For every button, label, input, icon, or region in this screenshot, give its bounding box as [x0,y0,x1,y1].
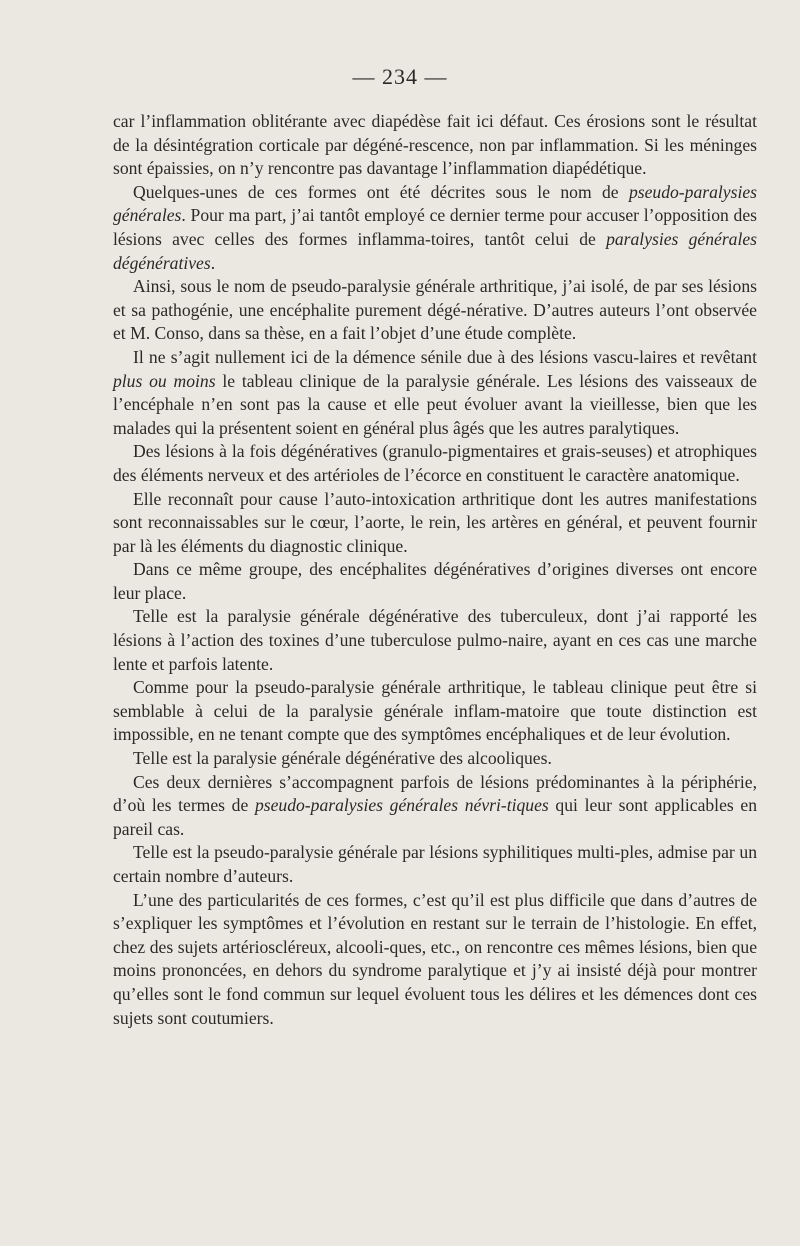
text-run: Telle est la pseudo-paralysie générale par lésions syphilitiques multi-ples, admise par un certain nombre d’auteurs. [113,842,757,886]
paragraph [113,110,757,181]
text-run: Telle est la paralysie générale dégénérative des alcooliques. [133,748,552,769]
text-run: Quelques-unes de ces formes ont été décrites sous le nom de [133,181,629,202]
text-run: car l’inflammation oblitérante avec diapédèse fait ici défaut. Ces érosions sont le résultat de la désintégration corticale par dégéné-rescence, non par inflammation. Si les méninges sont épaissies, on n’y rencontre pas davantage l’inflammation diapédétique. [113,111,757,179]
text-run: Comme pour la pseudo-paralysie générale arthritique, le tableau clinique peut être si semblable à celui de la paralysie générale inflam-matoire que toute distinction est impossible, en ne tenant compte que des symptômes encéphaliques et de leur évolution. [113,677,757,745]
paragraph [113,488,757,559]
text-run: . [210,252,216,273]
paragraph [113,771,757,842]
paragraph [113,558,757,605]
paragraph [113,747,757,771]
paragraph [113,676,757,747]
text-run: Telle est la paralysie générale dégénérative des tuberculeux, dont j’ai rapporté les lésions à l’action des toxines d’une tuberculose pulmo-naire, ayant en ces cas une marche lente et parfois latente. [113,606,757,674]
paragraph [113,275,757,346]
italic-text: pseudo-paralysies générales [113,181,757,226]
text-run: qui leur sont applicables en pareil cas. [113,795,757,839]
paragraph [113,841,757,888]
text-run: Dans ce même groupe, des encéphalites dégénératives d’origines diverses ont encore leur place. [113,559,757,603]
paragraph [113,440,757,487]
text-run: le tableau clinique de la paralysie générale. Les lésions des vaisseaux de l’encéphale n’en sont pas la cause et elle peut évoluer avant la vieillesse, bien que les malades qui la présentent soient en général plus âgés que les autres paralytiques. [113,370,757,438]
paragraph [113,346,757,440]
italic-text: paralysies générales dégénératives [113,228,758,273]
page-number: — 234 — [352,64,448,89]
text-run: Ces deux dernières s’accompagnent parfois de lésions prédominantes à la périphérie, d’où les termes de [113,771,757,816]
paragraph [113,605,757,676]
text-run: Elle reconnaît pour cause l’auto-intoxication arthritique dont les autres manifestations sont reconnaissables sur le cœur, l’aorte, le rein, les artères en général, et peuvent fournir par là les éléments du diagnostic clinique. [113,488,757,556]
paragraph [113,889,757,1031]
text-run: L’une des particularités de ces formes, c’est qu’il est plus difficile que dans d’autres de s’expliquer les symptômes et l’évolution en restant sur le terrain de l’histologie. En effet, chez des sujets artérioscléreux, alcooli-ques, etc., on rencontre ces mêmes lésions, bien que moins prononcées, en dehors du syndrome paralytique et j’y ai insisté déjà pour montrer qu’elles sont le fond commun sur lequel évoluent tous les délires et les démences dont ces sujets sont coutumiers. [113,889,757,1028]
italic-text: pseudo-paralysies générales névri-tiques [254,795,549,816]
paragraph [113,181,757,275]
italic-text: plus ou moins [113,370,216,391]
text-run: . Pour ma part, j’ai tantôt employé ce dernier terme pour accuser l’opposition des lésions avec celles des formes inflamma-toires, tantôt celui de [113,205,757,249]
text-run: Ainsi, sous le nom de pseudo-paralysie générale arthritique, j’ai isolé, de par ses lésions et sa pathogénie, une encéphalite purement dégé-nérative. D’autres auteurs l’ont observée et M. Conso, dans sa thèse, en a fait l’objet d’une étude complète. [113,276,757,344]
text-run: Des lésions à la fois dégénératives (granulo-pigmentaires et grais-seuses) et atrophiques des éléments nerveux et des artérioles de l’écorce en constituent le caractère anatomique. [113,441,757,485]
text-run: Il ne s’agit nullement ici de la démence sénile due à des lésions vascu-laires et revêtant [133,346,757,367]
body-text [113,110,757,1030]
